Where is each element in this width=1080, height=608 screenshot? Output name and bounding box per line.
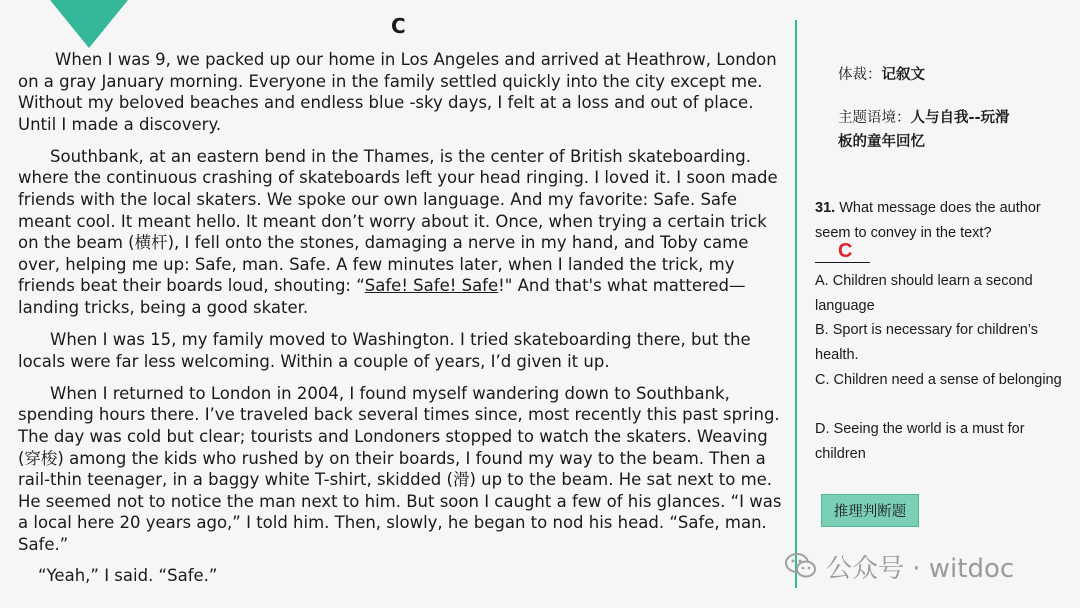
vertical-divider <box>795 20 797 588</box>
question-type-tag[interactable]: 推理判断题 <box>821 494 919 527</box>
question-31 <box>815 196 1065 245</box>
option-d: D. Seeing the world is a must for children <box>815 421 1025 462</box>
underlined-phrase: Safe! Safe! Safe <box>364 276 499 296</box>
paragraph-2 <box>18 146 788 319</box>
theme-value-line-2: 板的童年回忆 <box>838 134 925 150</box>
genre-label: 体裁： <box>838 67 882 83</box>
paragraph-4: When I returned to London in 2004, I found myself wandering down to Southbank, spending hours there. I’ve traveled back several times since, most recently this past spring. The day was cold but clear; tourists and Londoners stopped to watch the skaters. Weaving (穿梭) among the kids who rushed by on their boards, I found my way to the beam. Then a rail-thin teenager, in a baggy white T-shirt, skidded (滑) up to the beam. He sat next to me. He seemed not to notice the man next to him. But soon I caught a few of his glances. “I was a local here 20 years ago,” I told him. Then, slowly, he began to nod his head. “Safe, man. Safe.” <box>18 383 782 554</box>
watermark-text: 公众号 · witdoc <box>826 553 1015 584</box>
section-label: C <box>391 14 406 38</box>
corner-triangle-decoration <box>50 0 128 48</box>
theme-value-line-1: 人与自我--玩滑 <box>910 110 1010 126</box>
paragraph-2-text: Southbank, at an eastern bend in the Thames, is the center of British skateboarding. where the continuous crashing of skateboards left your head ringing. I loved it. I soon made friends with the local skaters. We spoke our own language. And my favorite: Safe. Safe meant cool. It meant hello. It meant don’t worry about it. Once, when trying a certain trick on the beam (横杆), I fell onto the stones, damaging a nerve in my hand, and Toby came over, helping me up: Safe, man. Safe. A few minutes later, when I landed the trick, my friends beat their boards loud, shouting: “ <box>18 146 778 296</box>
theme-label: 主题语境： <box>838 110 911 126</box>
option-b: B. Sport is necessary for children’s health. <box>815 322 1038 363</box>
paragraph-1: When I was 9, we packed up our home in Los Angeles and arrived at Heathrow, London on a gray January morning. Everyone in the family settled quickly into the city except me. Without my beloved beaches and endless blue -sky days, I felt at a loss and out of place. Until I made a discovery. <box>18 50 777 134</box>
watermark <box>784 546 1014 586</box>
paragraph-2-end: !" And that's what mattered—landing tricks, being a good skater. <box>18 276 746 318</box>
question-number: 31. <box>815 200 836 216</box>
wechat-icon <box>784 551 818 581</box>
option-a: A. Children should learn a second language <box>815 273 1033 314</box>
question-text: What message does the author seem to convey in the text? <box>815 200 1041 241</box>
reading-passage <box>18 49 788 597</box>
theme-line <box>838 106 1010 154</box>
paragraph-3: When I was 15, my family moved to Washington. I tried skateboarding there, but the locals were far less welcoming. Within a couple of years, I’d given it up. <box>18 330 751 371</box>
genre-line <box>838 63 925 87</box>
genre-value: 记叙文 <box>881 67 925 83</box>
answer-letter: C <box>838 240 853 262</box>
paragraph-5: “Yeah,” I said. “Safe.” <box>38 566 218 586</box>
option-c: C. Children need a sense of belonging <box>815 372 1062 388</box>
